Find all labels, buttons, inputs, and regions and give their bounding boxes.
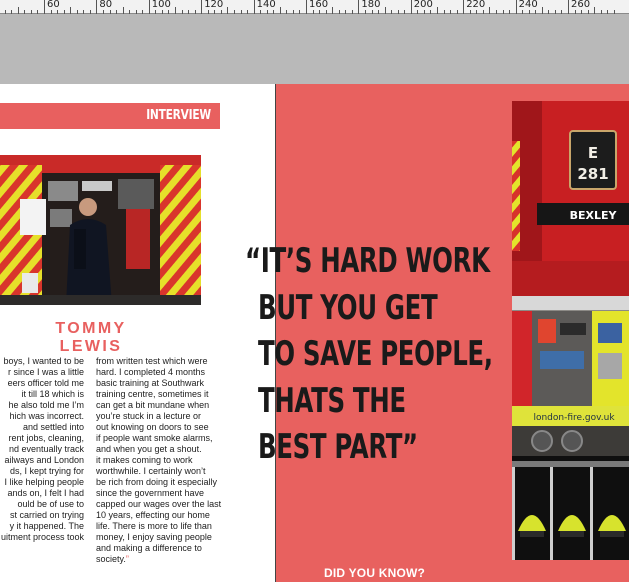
article-line: training centre, sometimes it — [96, 389, 209, 399]
ruler-major-tick — [411, 0, 412, 14]
did-you-know-heading: DID YOU KNOW? — [324, 566, 426, 580]
ruler-minor-tick — [575, 10, 576, 14]
article-line: rent jobs, cleaning, — [8, 433, 84, 443]
ruler-minor-tick — [372, 10, 373, 14]
article-line: be rich from doing it especially — [96, 477, 218, 487]
ruler-label: 260 — [571, 0, 591, 10]
ruler-major-tick — [201, 0, 202, 14]
article-line: ailways and London — [4, 455, 84, 465]
article-line: you’re stuck in a lecture or — [96, 411, 202, 421]
firefighter-photo — [0, 155, 201, 305]
ruler-minor-tick — [509, 10, 510, 14]
article-line: ands on, I felt I had — [7, 488, 84, 498]
ruler-major-tick — [516, 0, 517, 14]
article-line: r since I was a little — [7, 367, 84, 377]
ruler-label: 60 — [47, 0, 60, 10]
ruler-label: 220 — [466, 0, 486, 10]
ruler-minor-tick — [77, 10, 78, 14]
article-line: he also told me I’m — [8, 400, 84, 410]
section-header-bar — [0, 103, 220, 129]
ruler-minor-tick — [588, 10, 589, 14]
article-line: hard. I completed 4 months — [96, 367, 206, 377]
ruler-minor-tick — [555, 10, 556, 14]
ruler-minor-tick — [542, 7, 543, 14]
article-line: 10 years, effecting our home — [96, 510, 210, 520]
ruler-minor-tick — [37, 10, 38, 14]
article-line: can get a bit mundane when — [96, 400, 210, 410]
article-line: and making a difference to — [96, 543, 202, 553]
ruler-minor-tick — [103, 10, 104, 14]
ruler-minor-tick — [444, 10, 445, 14]
article-line: since the government have — [96, 488, 205, 498]
pull-quote-line: TO SAVE PEOPLE, — [257, 334, 493, 374]
interviewee-name: TOMMY LEWIS — [55, 320, 127, 355]
ruler-minor-tick — [286, 10, 287, 14]
engine-badge-number: 281 — [577, 165, 609, 183]
ruler-minor-tick — [398, 10, 399, 14]
ruler-minor-tick — [299, 10, 300, 14]
article-line: society.” — [96, 554, 129, 564]
article-line: and settled into — [22, 422, 84, 432]
ruler-minor-tick — [561, 10, 562, 14]
ruler-minor-tick — [221, 10, 222, 14]
ruler-minor-tick — [168, 10, 169, 14]
ruler-minor-tick — [430, 10, 431, 14]
article-line: life. There is more to life than — [96, 521, 212, 531]
article-line: it makes coming to work — [96, 455, 193, 465]
ruler-minor-tick — [378, 10, 379, 14]
ruler-minor-tick — [234, 10, 235, 14]
ruler-label: 140 — [256, 0, 276, 10]
article-line: ould be of use to — [17, 499, 84, 509]
ruler-label: 100 — [151, 0, 171, 10]
pull-quote-line: “IT’S HARD WORK — [245, 241, 490, 281]
ruler-minor-tick — [457, 10, 458, 14]
ruler-minor-tick — [339, 10, 340, 14]
ruler-minor-tick — [18, 7, 19, 14]
ruler-minor-tick — [162, 10, 163, 14]
pull-quote-line: BEST PART” — [257, 427, 418, 467]
ruler-minor-tick — [489, 7, 490, 14]
closing-quote-mark: ” — [125, 554, 129, 564]
ruler-minor-tick — [241, 10, 242, 14]
ruler-major-tick — [44, 0, 45, 14]
engine-badge-letter: E — [587, 144, 599, 162]
ruler-major-tick — [358, 0, 359, 14]
ruler-minor-tick — [607, 10, 608, 14]
article-column-2 — [96, 356, 234, 565]
ruler-minor-tick — [70, 7, 71, 14]
pull-quote — [245, 238, 493, 471]
article-line: basic training at Southwark — [96, 378, 205, 388]
article-line: st carried on trying — [9, 510, 84, 520]
article-line: y it happened. The — [9, 521, 84, 531]
pull-quote-line: BUT YOU GET — [257, 287, 438, 328]
ruler-minor-tick — [332, 7, 333, 14]
article-line: nd eventually track — [8, 444, 84, 454]
ruler-minor-tick — [155, 10, 156, 14]
article-line: ds, I kept trying for — [9, 466, 84, 476]
ruler-minor-tick — [581, 10, 582, 14]
ruler-minor-tick — [142, 10, 143, 14]
ruler-minor-tick — [548, 10, 549, 14]
section-label: INTERVIEW — [146, 108, 211, 123]
ruler-minor-tick — [24, 10, 25, 14]
ruler-minor-tick — [614, 10, 615, 14]
ruler-minor-tick — [208, 10, 209, 14]
article-line: and when you get a shout. — [96, 444, 202, 454]
article-line: money, I enjoy saving people — [96, 532, 212, 542]
article-line: boys, I wanted to be — [3, 356, 84, 366]
ruler-minor-tick — [51, 10, 52, 14]
ruler-minor-tick — [195, 10, 196, 14]
ruler-major-tick — [463, 0, 464, 14]
ruler-minor-tick — [424, 10, 425, 14]
ruler-minor-tick — [385, 7, 386, 14]
ruler-minor-tick — [319, 10, 320, 14]
ruler-minor-tick — [57, 10, 58, 14]
fire-engine-photo-image — [512, 101, 629, 560]
ruler-minor-tick — [227, 7, 228, 14]
ruler-minor-tick — [352, 10, 353, 14]
article-line: it till 18 which is — [21, 389, 84, 399]
ruler-minor-tick — [5, 10, 6, 14]
ruler-minor-tick — [450, 10, 451, 14]
article-line: capped our wages over the last — [96, 499, 222, 509]
ruler-major-tick — [254, 0, 255, 14]
ruler-minor-tick — [110, 10, 111, 14]
ruler-minor-tick — [293, 10, 294, 14]
ruler-major-tick — [568, 0, 569, 14]
ruler-minor-tick — [437, 7, 438, 14]
article-line: eers officer told me — [7, 378, 84, 388]
ruler-minor-tick — [483, 10, 484, 14]
ruler-minor-tick — [175, 7, 176, 14]
ruler-minor-tick — [601, 10, 602, 14]
ruler-minor-tick — [182, 10, 183, 14]
ruler-minor-tick — [522, 10, 523, 14]
article-line: if people want smoke alarms, — [96, 433, 213, 443]
ruler-label: 160 — [309, 0, 329, 10]
ruler-minor-tick — [313, 10, 314, 14]
ruler-minor-tick — [391, 10, 392, 14]
ruler-label: 240 — [518, 0, 538, 10]
ruler-minor-tick — [247, 10, 248, 14]
ruler-minor-tick — [64, 10, 65, 14]
ruler-minor-tick — [326, 10, 327, 14]
ruler-minor-tick — [136, 10, 137, 14]
fire-engine-photo-collage — [512, 101, 629, 560]
ruler-major-tick — [306, 0, 307, 14]
ruler-minor-tick — [123, 7, 124, 14]
ruler-minor-tick — [188, 10, 189, 14]
horizontal-ruler[interactable] — [0, 0, 629, 14]
ruler-minor-tick — [214, 10, 215, 14]
ruler-minor-tick — [116, 10, 117, 14]
ruler-minor-tick — [417, 10, 418, 14]
ruler-minor-tick — [280, 7, 281, 14]
ruler-major-tick — [149, 0, 150, 14]
ruler-minor-tick — [594, 7, 595, 14]
article-line: hich was incorrect. — [9, 411, 84, 421]
ruler-minor-tick — [470, 10, 471, 14]
ruler-minor-tick — [11, 10, 12, 14]
article-line: uitment process took — [0, 532, 84, 542]
pull-quote-line: THATS THE — [257, 380, 406, 421]
ruler-label: 80 — [99, 0, 113, 10]
ruler-minor-tick — [496, 10, 497, 14]
station-plate: BEXLEY — [569, 209, 617, 222]
article-line: worthwhile. I certainly won’t — [96, 466, 206, 476]
ruler-minor-tick — [503, 10, 504, 14]
ruler-minor-tick — [83, 10, 84, 14]
article-line: from written test which were — [96, 356, 208, 366]
ruler-minor-tick — [365, 10, 366, 14]
ruler-minor-tick — [267, 10, 268, 14]
ruler-major-tick — [96, 0, 97, 14]
article-column-1 — [0, 356, 84, 543]
ruler-label: 180 — [361, 0, 381, 10]
ruler-label: 120 — [204, 0, 224, 10]
ruler-minor-tick — [129, 10, 130, 14]
ruler-label: 200 — [413, 0, 433, 10]
firefighter-photo-image — [0, 155, 201, 305]
ruler-minor-tick — [529, 10, 530, 14]
ruler-minor-tick — [273, 10, 274, 14]
ruler-minor-tick — [31, 10, 32, 14]
ruler-minor-tick — [345, 10, 346, 14]
ruler-minor-tick — [260, 10, 261, 14]
article-line: I like helping people — [4, 477, 84, 487]
url-strip: london-fire.gov.uk — [533, 413, 615, 423]
ruler-minor-tick — [535, 10, 536, 14]
ruler-minor-tick — [90, 10, 91, 14]
article-line: out knowing on doors to see — [96, 422, 209, 432]
ruler-minor-tick — [404, 10, 405, 14]
ruler-minor-tick — [476, 10, 477, 14]
